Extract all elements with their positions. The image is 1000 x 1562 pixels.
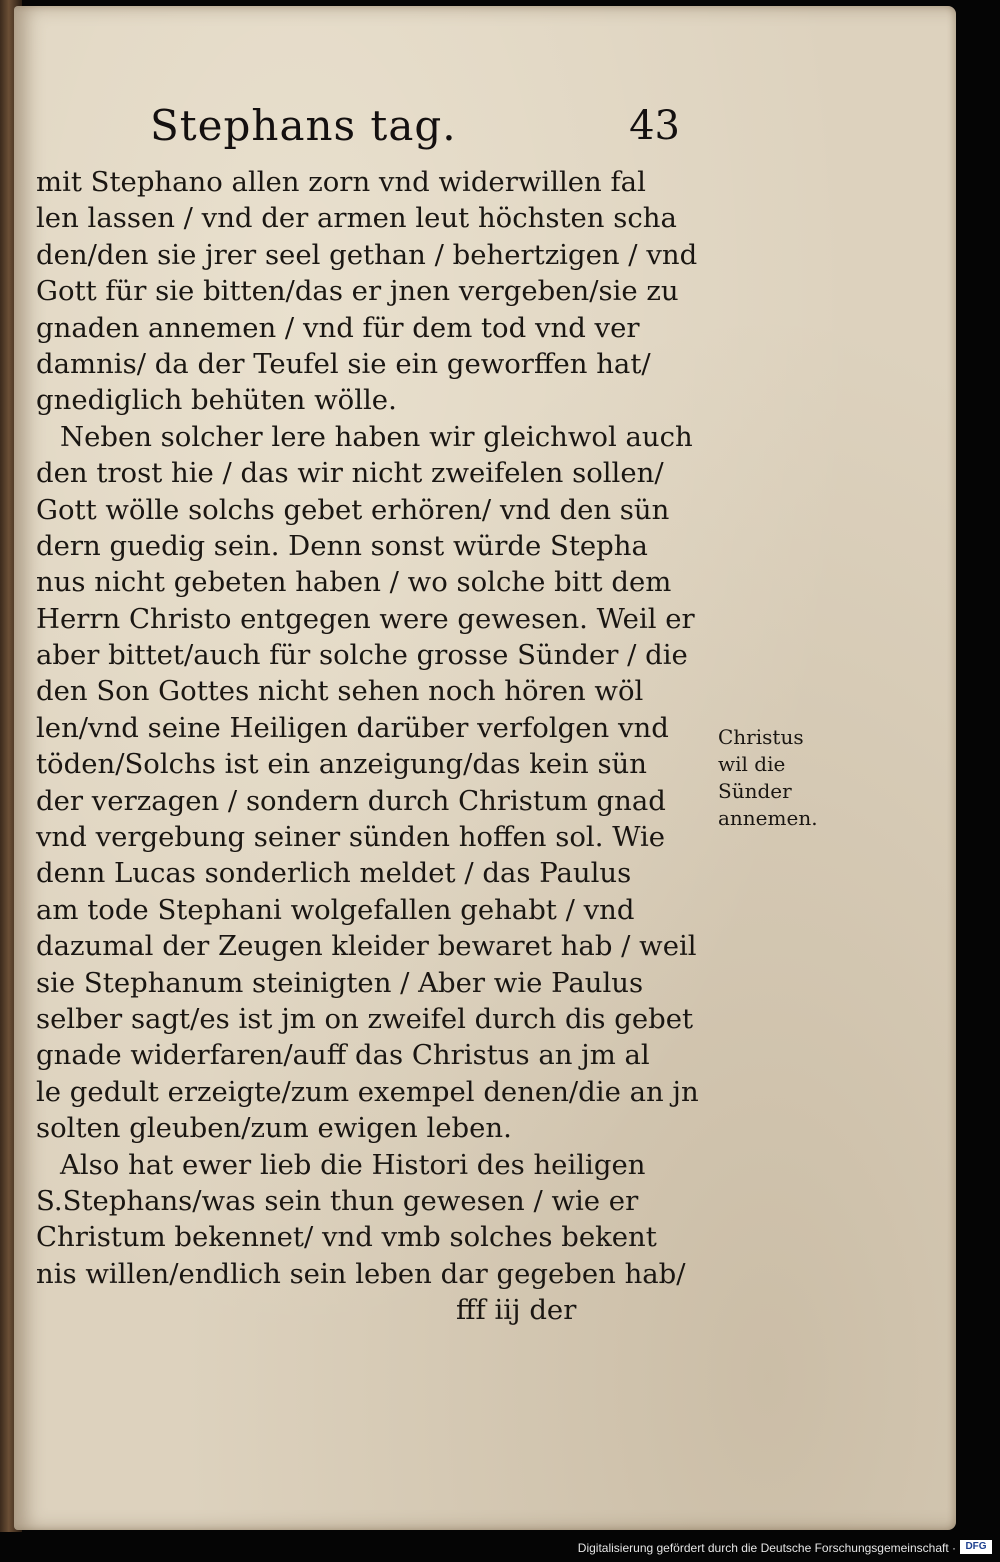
text-line: vnd vergebung seiner sünden hoffen sol. Wie [36,821,666,854]
text-line: denn Lucas sonderlich meldet / das Paulus [36,857,632,890]
text-line: nis willen/endlich sein leben dar gegeben hab/ [36,1257,686,1290]
text-line: damnis/ da der Teufel sie ein geworffen hat/ [36,347,651,380]
running-title: Stephans tag. [150,101,457,150]
text-line: aber bittet/auch für solche grosse Sünder / die [36,639,688,672]
marginal-note-line: Sünder [718,779,792,803]
text-line: solten gleuben/zum ewigen leben. [36,1112,512,1145]
text-line: Herrn Christo entgegen were gewesen. Weil er [36,602,695,635]
page-header [150,98,710,154]
text-line: am tode Stephani wolgefallen gehabt / vnd [36,893,635,926]
text-line: selber sagt/es ist jm on zweifel durch dis gebet [36,1002,694,1035]
text-line: töden/Solchs ist ein anzeigung/das kein sün [36,748,647,781]
text-line: len lassen / vnd der armen leut höchsten scha [36,202,677,235]
marginal-note-line: wil die [718,752,786,776]
text-line: len/vnd seine Heiligen darüber verfolgen vnd [36,711,669,744]
funding-credit: Digitalisierung gefördert durch die Deutsche Forschungsgemeinschaft · [577,1541,956,1555]
marginal-note-line: annemen. [718,806,818,830]
catchword-line: fff iij der [456,1294,577,1327]
text-line: le gedult erzeigte/zum exempel denen/die an jn [36,1075,699,1108]
text-line: Christum bekennet/ vnd vmb solches bekent [36,1221,657,1254]
text-line: Gott für sie bitten/das er jnen vergeben/sie zu [36,275,679,308]
text-line: Neben solcher lere haben wir gleichwol auch [60,420,693,453]
text-line: den trost hie / das wir nicht zweifelen sollen/ [36,457,664,490]
marginal-note-line: Christus [718,725,804,749]
text-line: nus nicht gebeten haben / wo solche bitt dem [36,566,672,599]
text-line: der verzagen / sondern durch Christum gnad [36,784,666,817]
text-line: den Son Gottes nicht sehen noch hören wöl [36,675,644,708]
text-line: sie Stephanum steinigten / Aber wie Paulus [36,966,644,999]
text-line: den/den sie jrer seel gethan / behertzigen / vnd [36,238,698,271]
marginal-note [718,724,838,832]
text-line: gnaden annemen / vnd für dem tod vnd ver [36,311,640,344]
text-line: gnade widerfaren/auff das Christus an jm al [36,1039,650,1072]
dfg-logo: DFG [960,1540,992,1554]
main-text-block [36,164,706,1329]
text-line: gnediglich behüten wölle. [36,384,397,417]
page-number: 43 [629,103,680,149]
text-line: mit Stephano allen zorn vnd widerwillen fal [36,166,646,198]
text-line: Gott wölle solchs gebet erhören/ vnd den sün [36,493,670,526]
text-line: dazumal der Zeugen kleider bewaret hab / weil [36,930,697,963]
text-line: dern guedig sein. Denn sonst würde Stepha [36,529,648,562]
text-line: S.Stephans/was sein thun gewesen / wie er [36,1184,639,1217]
text-line: Also hat ewer lieb die Histori des heiligen [60,1148,646,1181]
